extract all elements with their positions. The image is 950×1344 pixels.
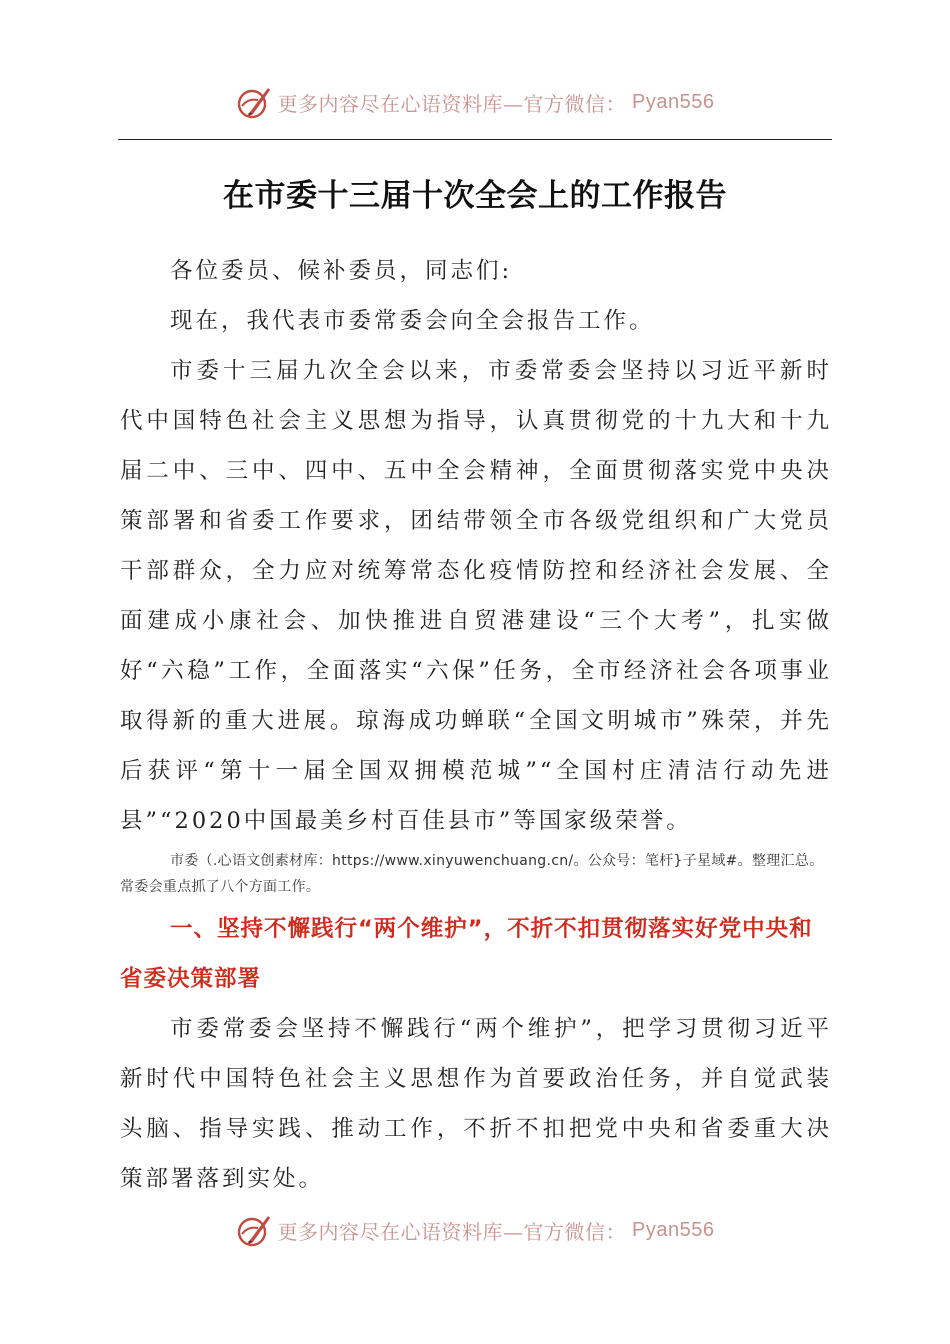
header-watermark-banner xyxy=(0,80,950,124)
document-title: 在市委十三届十次全会上的工作报告 xyxy=(223,178,727,214)
footer-watermark-banner xyxy=(0,1208,950,1252)
section-heading-1: 一、坚持不懈践行“两个维护”，不折不扣贯彻落实好党中央和省委决策部署 xyxy=(120,916,813,992)
quill-pen-logo-icon xyxy=(236,1212,272,1248)
section-1-body: 市委常委会坚持不懈践行“两个维护”，把学习贯彻习近平新时代中国特色社会主义思想作为首要政治任务，并自觉武装头脑、指导实践、推动工作，不折不扣把党中央和省委重大决策部署落到实处。 xyxy=(120,1016,832,1192)
banner-text: 更多内容尽在心语资料库—官方微信： xyxy=(277,1219,627,1244)
greeting-paragraph: 各位委员、候补委员，同志们: xyxy=(170,258,513,284)
banner-wechat-id: Pyan556 xyxy=(632,90,715,113)
header-divider xyxy=(118,139,832,140)
quill-pen-logo-icon xyxy=(236,84,272,120)
document-body xyxy=(120,246,832,1204)
intro-paragraph: 现在，我代表市委常委会向全会报告工作。 xyxy=(170,308,655,334)
banner-wechat-id: Pyan556 xyxy=(632,1218,715,1241)
source-note: 市委（.心语文创素材库：https://www.xinyuwenchuang.cn/。公众号：笔杆}子星域#。整理汇总。常委会重点抓了八个方面工作。 xyxy=(120,853,824,895)
banner-text: 更多内容尽在心语资料库—官方微信： xyxy=(277,91,627,116)
summary-paragraph: 市委十三届九次全会以来，市委常委会坚持以习近平新时代中国特色社会主义思想为指导，认真贯彻党的十九大和十九届二中、三中、四中、五中全会精神，全面贯彻落实党中央决策部署和省委工作要求，团结带领全市各级党组织和广大党员干部群众，全力应对统筹常态化疫情防控和经济社会发展、全面建成小康社会、加快推进自贸港建设“三个大考”，扎实做好“六稳”工作，全面落实“六保”任务，全市经济社会各项事业取得新的重大进展。琼海成功蝉联“全国文明城市”殊荣，并先后获评“第十一届全国双拥模范城”“全国村庄清洁行动先进县”“2020中国最美乡村百佳县市”等国家级荣誉。 xyxy=(120,358,832,834)
